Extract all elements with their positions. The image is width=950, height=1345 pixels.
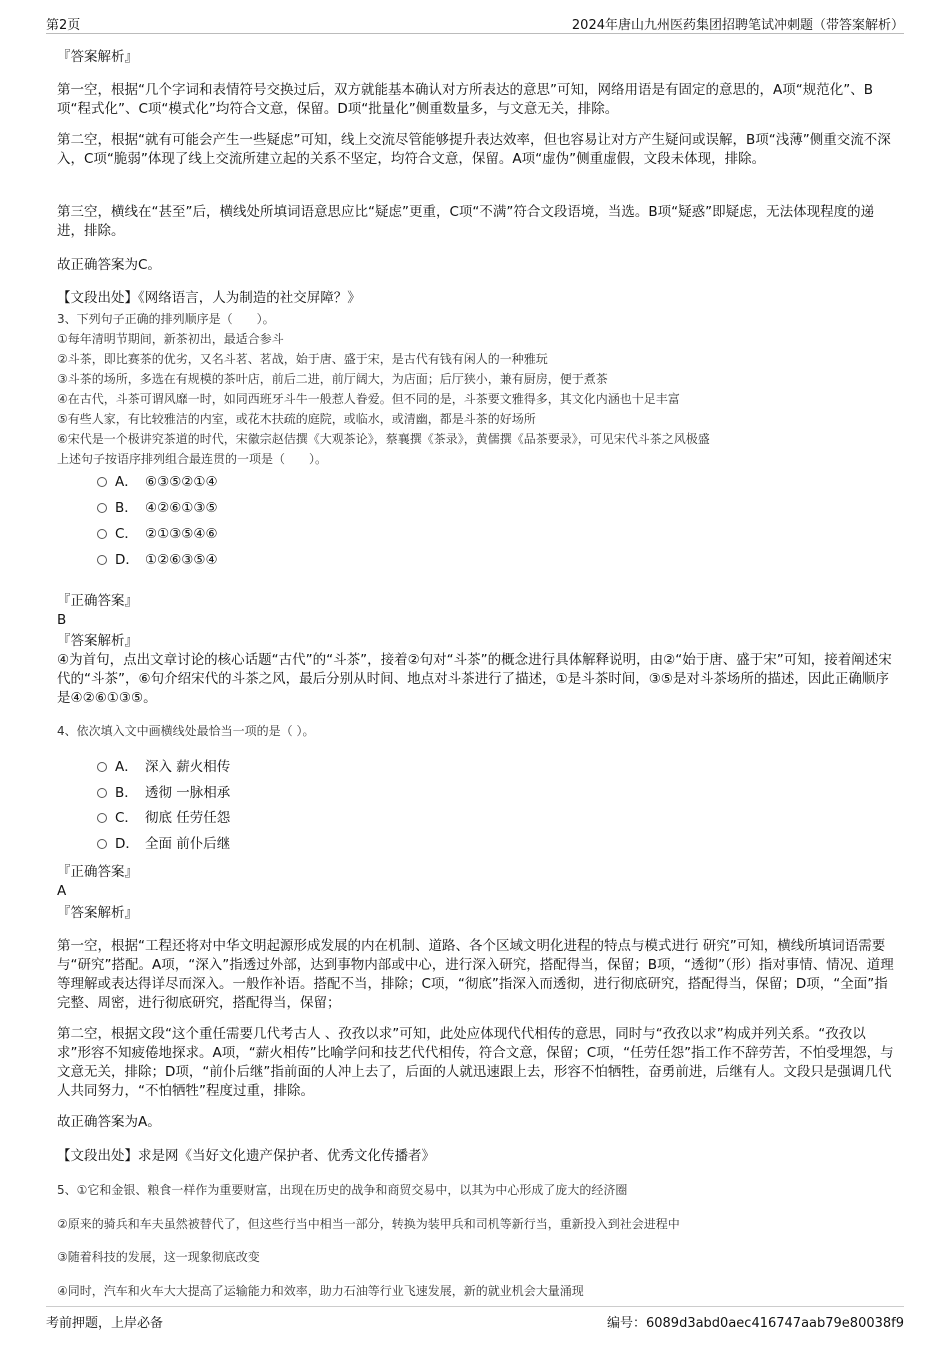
q3-analysis: ④为首句，点出文章讨论的核心话题“古代”的“斗茶”，接着②句对“斗茶”的概念进行具体解释说明，由②“始于唐、盛于宋”可知，接着阐述宋代的“斗茶”，⑥句介绍宋代的斗茶之风，最后分别从时间、地点对斗茶进行了描述，①是斗茶时间，③⑤是对斗茶场所的描述，因此正确顺序是④②⑥①③⑤。 bbox=[57, 652, 892, 706]
radio-button[interactable] bbox=[97, 788, 107, 798]
q5-sentence: 5、①它和金银、粮食一样作为重要财富，出现在历史的战争和商贸交易中，以其为中心形成了庞大的经济圈 bbox=[57, 1183, 628, 1197]
q4-answer: A bbox=[57, 883, 67, 899]
q2-analysis-p2: 第二空，根据“就有可能会产生一些疑虑”可知，线上交流尽管能够提升表达效率，但也容易让对方产生疑问或误解，B项“浅薄”侧重交流不深入，C项“脆弱”体现了线上交流所建立起的关系不坚定，均符合文意，保留。A项“虚伪”侧重虚假，文段未体现，排除。 bbox=[57, 132, 891, 167]
q3-sentence: ②斗茶，即比赛茶的优劣，又名斗茗、茗战，始于唐、盛于宋，是古代有钱有闲人的一种雅玩 bbox=[57, 352, 548, 366]
option-letter: B． bbox=[115, 500, 138, 516]
radio-button[interactable] bbox=[97, 555, 107, 565]
q5-sentence: ③随着科技的发展，这一现象彻底改变 bbox=[57, 1250, 260, 1264]
q4-option-b[interactable] bbox=[97, 784, 230, 802]
option-letter: A． bbox=[115, 474, 138, 490]
radio-button[interactable] bbox=[97, 813, 107, 823]
option-text: 全面 前仆后继 bbox=[145, 836, 231, 852]
q2-conclusion: 故正确答案为C。 bbox=[57, 257, 161, 273]
q2-analysis-p1: 第一空，根据“几个字词和表情符号交换过后，双方就能基本确认对方所表达的意思”可知，网络用语是有固定的意思的，A项“规范化”、B项“程式化”、C项“模式化”均符合文意，保留。D项“批量化”侧重数量多，与文意无关，排除。 bbox=[57, 82, 873, 117]
option-text: 透彻 一脉相承 bbox=[145, 785, 231, 801]
q3-sentence: ④在古代，斗茶可谓风靡一时，如同西班牙斗牛一般惹人眷爱。但不同的是，斗茶要文雅得多，其文化内涵也十足丰富 bbox=[57, 392, 680, 406]
q4-option-d[interactable] bbox=[97, 835, 230, 853]
document-title: 2024年唐山九州医药集团招聘笔试冲刺题（带答案解析） bbox=[571, 18, 904, 33]
q4-analysis-label: 『答案解析』 bbox=[57, 905, 138, 921]
page-header bbox=[46, 14, 904, 34]
q4-analysis-p1: 第一空，根据“工程还将对中华文明起源形成发展的内在机制、道路、各个区域文明化进程的特点与模式进行 研究”可知，横线所填词语需要与“研究”搭配。A项，“深入”指透过外部，达到事物内部或中心，进行深入研究，搭配得当，保留；B项，“透彻”（形）指对事情、情况、道理等理解或表达得详尽而深入。一般作补语。搭配不当，排除；C项，“彻底”指深入而透彻，进行彻底研究，搭配得当，保留；D项，“全面”指完整、周密，进行彻底研究，搭配得当，保留； bbox=[57, 938, 894, 1011]
q2-analysis-label: 『答案解析』 bbox=[57, 49, 138, 65]
q3-ask: 上述句子按语序排列组合最连贯的一项是（ ）。 bbox=[57, 452, 328, 466]
option-letter: C． bbox=[115, 526, 138, 542]
option-letter: D． bbox=[115, 836, 139, 852]
q2-source: 【文段出处】《网络语言，人为制造的社交屏障？》 bbox=[57, 290, 361, 306]
q3-sentence: ⑥宋代是一个极讲究茶道的时代，宋徽宗赵佶撰《大观茶论》，蔡襄撰《茶录》，黄儒撰《品茶要录》，可见宋代斗茶之风极盛 bbox=[57, 432, 710, 446]
q2-analysis-p3: 第三空，横线在“甚至”后，横线处所填词语意思应比“疑虑”更重，C项“不满”符合文段语境，当选。B项“疑惑”即疑虑，无法体现程度的递进，排除。 bbox=[57, 204, 875, 239]
q4-analysis-p2: 第二空，根据文段“这个重任需要几代考古人 、孜孜以求”可知，此处应体现代代相传的意思，同时与“孜孜以求”构成并列关系。“孜孜以求”形容不知疲倦地探求。A项，“薪火相传”比喻学问和技艺代代相传，符合文意，保留；C项，“任劳任怨”指工作不辞劳苦，不怕受埋怨，与文意无关，排除；D项，“前仆后继”指前面的人冲上去了，后面的人就迅速跟上去，形容不怕牺牲，奋勇前进，后继有人。文段只是强调几代人共同努力，“不怕牺牲”程度过重，排除。 bbox=[57, 1026, 894, 1099]
q3-option-c[interactable] bbox=[97, 525, 218, 543]
footer-divider bbox=[46, 1306, 904, 1307]
option-letter: A． bbox=[115, 759, 138, 775]
option-letter: B． bbox=[115, 785, 138, 801]
q3-answer: B bbox=[57, 612, 67, 628]
q5-sentence: ④同时，汽车和火车大大提高了运输能力和效率，助力石油等行业飞速发展，新的就业机会大量涌现 bbox=[57, 1284, 584, 1298]
q3-sentence: ⑤有些人家，有比较雅洁的内室，或花木扶疏的庭院，或临水，或清幽，都是斗茶的好场所 bbox=[57, 412, 536, 426]
q4-conclusion: 故正确答案为A。 bbox=[57, 1114, 161, 1130]
q4-answer-label: 『正确答案』 bbox=[57, 864, 138, 880]
header-divider bbox=[46, 33, 904, 34]
q3-option-b[interactable] bbox=[97, 499, 218, 517]
option-text: ②①③⑤④⑥ bbox=[145, 526, 218, 542]
option-text: 深入 薪火相传 bbox=[145, 759, 231, 775]
option-text: ⑥③⑤②①④ bbox=[145, 474, 218, 490]
q4-source: 【文段出处】求是网《当好文化遗产保护者、优秀文化传播者》 bbox=[57, 1148, 435, 1164]
option-letter: D． bbox=[115, 552, 139, 568]
q3-sentence: ①每年清明节期间，新茶初出，最适合参斗 bbox=[57, 332, 284, 346]
q3-option-d[interactable] bbox=[97, 551, 218, 569]
option-letter: C． bbox=[115, 810, 138, 826]
option-text: ①②⑥③⑤④ bbox=[145, 552, 218, 568]
q3-analysis-label: 『答案解析』 bbox=[57, 633, 138, 649]
radio-button[interactable] bbox=[97, 839, 107, 849]
q3-answer-label: 『正确答案』 bbox=[57, 593, 138, 609]
q3-sentence: ③斗茶的场所，多选在有规模的茶叶店，前后二进，前厅阔大，为店面；后厅狭小，兼有厨房，便于煮茶 bbox=[57, 372, 608, 386]
document-id: 编号：6089d3abd0aec416747aab79e80038f9 bbox=[606, 1316, 904, 1331]
q4-option-c[interactable] bbox=[97, 809, 230, 827]
radio-button[interactable] bbox=[97, 529, 107, 539]
q3-stem: 3、下列句子正确的排列顺序是（ ）。 bbox=[57, 312, 275, 326]
footer-slogan: 考前押题，上岸必备 bbox=[46, 1316, 164, 1331]
page-number: 第2页 bbox=[46, 18, 81, 33]
q4-option-a[interactable] bbox=[97, 758, 230, 776]
radio-button[interactable] bbox=[97, 477, 107, 487]
radio-button[interactable] bbox=[97, 762, 107, 772]
radio-button[interactable] bbox=[97, 503, 107, 513]
q4-stem: 4、依次填入文中画横线处最恰当一项的是（ ）。 bbox=[57, 724, 315, 738]
option-text: ④②⑥①③⑤ bbox=[145, 500, 218, 516]
q3-option-a[interactable] bbox=[97, 473, 218, 491]
option-text: 彻底 任劳任怨 bbox=[145, 810, 231, 826]
q5-sentence: ②原来的骑兵和车夫虽然被替代了，但这些行当中相当一部分，转换为装甲兵和司机等新行当，重新投入到社会进程中 bbox=[57, 1217, 680, 1231]
